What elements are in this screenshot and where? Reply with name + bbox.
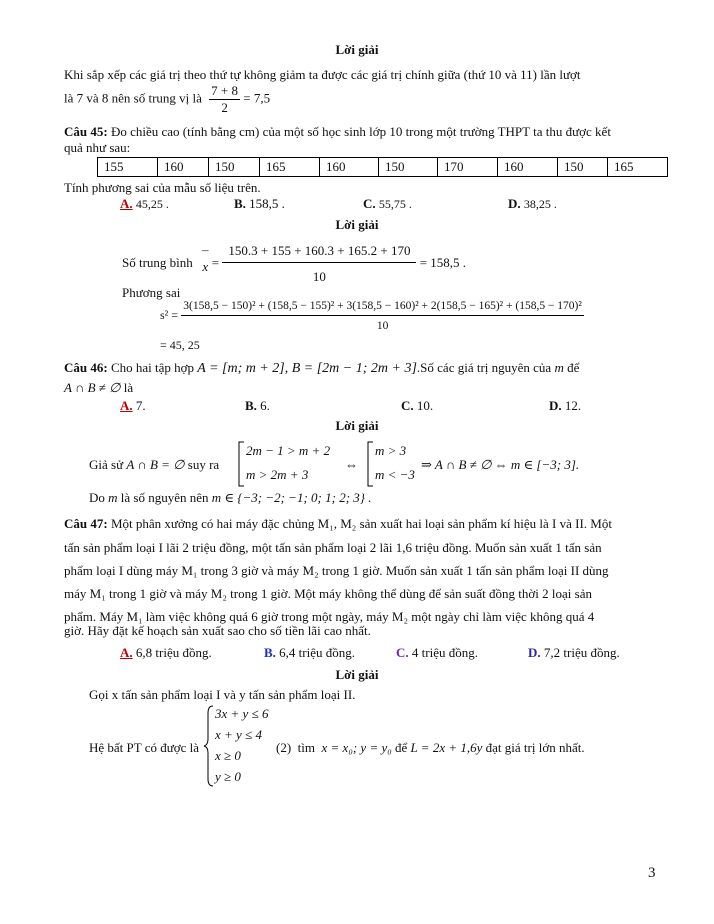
median-fraction: [209, 83, 240, 116]
q45-option-b: [234, 196, 285, 212]
option-letter: A.: [120, 398, 133, 413]
variance-lhs: s² =: [160, 307, 179, 322]
q47-option-d: [528, 645, 620, 661]
table-cell: 160: [498, 158, 558, 177]
table-cell: 170: [438, 158, 498, 177]
assume-math: A ∩ B = ∅: [126, 457, 185, 472]
option-value: 55,75 .: [378, 197, 412, 211]
intro-line-2: [64, 83, 270, 116]
option-letter: C.: [401, 398, 414, 413]
q45-solution-title: Lời giải: [335, 217, 379, 232]
q45-question: Tính phương sai của mẫu số liệu trên.: [64, 180, 261, 195]
equiv-symbol: ⇔: [345, 457, 358, 472]
q47-solution-title: Lời giải: [335, 667, 379, 682]
q47-line-2: tấn sản phẩm loại I lãi 2 triệu đồng, một tấn sản phẩm loại 2 lãi 1,6 triệu đồng. Muốn sản xuất 1 tấn sản: [64, 540, 602, 555]
line2-text: là số nguyên nên: [120, 490, 209, 505]
intro-line-1: Khi sắp xếp các giá trị theo thứ tự không giảm ta được các giá trị chính giữa (thứ 10 và 11) lần lượt: [64, 67, 581, 82]
table-cell: 165: [608, 158, 668, 177]
table-cell: 150: [379, 158, 438, 177]
variance-numerator: 3(158,5 − 150)² + (158,5 − 155)² + 3(158,5 − 160)² + 2(158,5 − 165)² + (158,5 − 170)²: [181, 300, 584, 316]
q47-line-5: phẩm. Máy M₁ làm việc không quá 6 giờ trong một ngày, máy M₂ một ngày chỉ làm việc không quá 4: [64, 609, 595, 624]
system-line: m < −3: [375, 467, 415, 482]
objective: L = 2x + 1,6y: [410, 740, 483, 755]
q47-let-line: Gọi x tấn sản phẩm loại I và y tấn sản phẩm loại II.: [89, 687, 356, 702]
mean-var: x: [202, 259, 209, 274]
find-end: đạt giá trị lớn nhất.: [485, 740, 585, 755]
bracket-right: [365, 441, 375, 487]
median-result: = 7,5: [243, 90, 271, 106]
find-text: tìm: [297, 740, 316, 755]
q45-body: Đo chiều cao (tính bằng cm) của một số học sinh lớp 10 trong một trường THPT ta thu được kết: [110, 124, 611, 139]
option-value: 10.: [416, 398, 434, 413]
system-line: m > 2m + 3: [246, 467, 309, 482]
q46-text-2: [64, 380, 133, 396]
table-cell: 150: [209, 158, 260, 177]
q47-line-3: phẩm loại I dùng máy M₁ trong 3 giờ và máy M₂ trong 1 giờ. Muốn sản xuất 1 tấn sản phẩm loại II dùng: [64, 563, 609, 578]
line2-math: m ∈ {−3; −2; −1; 0; 1; 2; 3} .: [211, 490, 372, 505]
option-value: 6,4 triệu đồng.: [279, 645, 355, 660]
q47-label: Câu 47:: [64, 516, 108, 531]
table-cell: 165: [260, 158, 320, 177]
height-table: [97, 157, 668, 177]
option-letter: D.: [549, 398, 562, 413]
table-cell: 155: [98, 158, 158, 177]
variance-fraction: [181, 300, 584, 332]
option-letter: D.: [528, 645, 541, 660]
option-value: 6.: [260, 398, 270, 413]
system-label: Hệ bất PT có được là: [89, 740, 200, 755]
q47-option-b: [264, 645, 355, 661]
q46-end: để: [567, 360, 580, 375]
q46-sets: A = [m; m + 2], B = [2m − 1; 2m + 3]: [197, 361, 417, 376]
system-brace: [203, 705, 215, 787]
option-letter: A.: [120, 645, 133, 660]
table-cell: 160: [320, 158, 379, 177]
option-letter: C.: [363, 196, 376, 211]
line2-m: m: [108, 490, 118, 505]
option-value: 12.: [564, 398, 582, 413]
q47-option-c: [396, 645, 478, 661]
mean-numerator: 150.3 + 155 + 160.3 + 165.2 + 170: [222, 243, 416, 263]
option-value: 6,8 triệu đồng.: [135, 645, 212, 660]
solution-title: Lời giải: [335, 42, 379, 57]
q46-option-d: [549, 398, 581, 414]
system-row: x ≥ 0: [215, 748, 241, 763]
system-tag: (2): [276, 740, 292, 755]
q47-line-6: giờ. Hãy đặt kế hoạch sản xuất sao cho số tiền lãi cao nhất.: [64, 623, 371, 638]
mean-denominator: 10: [312, 269, 326, 284]
option-value: 45,25 .: [135, 197, 169, 211]
q46-label: Câu 46:: [64, 360, 108, 375]
option-value: 7,2 triệu đồng.: [543, 645, 620, 660]
median-denominator: 2: [221, 100, 228, 115]
table-cell: 150: [558, 158, 608, 177]
option-value: 158,5 .: [249, 196, 285, 211]
mean-result: = 158,5 .: [419, 254, 467, 270]
infer-text: suy ra: [187, 457, 220, 472]
page-number: 3: [648, 865, 656, 881]
option-value: 38,25 .: [523, 197, 557, 211]
q46-body: Cho hai tập hợp: [110, 360, 195, 375]
line2-prefix: Do: [89, 490, 105, 505]
system-row: x + y ≤ 4: [215, 727, 262, 742]
option-letter: C.: [396, 645, 409, 660]
median-numerator: 7 + 8: [211, 83, 239, 98]
system-row: y ≥ 0: [215, 769, 241, 784]
q45-label: Câu 45:: [64, 124, 108, 139]
mean-fraction: [222, 243, 416, 285]
q47-option-a: [120, 645, 212, 661]
q45-option-a: [120, 196, 169, 212]
q46-conclusion: ⇒ A ∩ B ≠ ∅ ⇔ m ∈ [−3; 3].: [421, 457, 580, 472]
intro-text: là 7 và 8 nên số trung vị là: [64, 90, 202, 106]
option-value: 7.: [135, 398, 146, 413]
option-letter: B.: [245, 398, 257, 413]
variance-result: = 45, 25: [160, 338, 200, 352]
q45-option-d: [508, 196, 557, 212]
system-line: 2m − 1 > m + 2: [246, 443, 331, 458]
option-letter: B.: [264, 645, 276, 660]
option-letter: D.: [508, 196, 521, 211]
q47-body: Một phân xưởng có hai máy đặc chủng M₁, M₂ sản xuất hai loại sản phẩm kí hiệu là I và II. Một: [110, 516, 612, 531]
find-math: x = x₀; y = y₀: [321, 740, 392, 755]
system-line: m > 3: [375, 443, 407, 458]
variance-label: Phương sai: [122, 285, 181, 300]
q46-option-b: [245, 398, 270, 414]
q46-m: m: [554, 360, 564, 375]
table-cell: 160: [158, 158, 209, 177]
system-row: 3x + y ≤ 6: [215, 706, 269, 721]
option-letter: A.: [120, 196, 133, 211]
q45-text-2: quả như sau:: [64, 140, 131, 155]
q46-suffix: .Số các giá trị nguyên của: [416, 360, 552, 375]
mean-label: Số trung bình: [122, 254, 193, 270]
q46-assume: [89, 457, 219, 473]
q46-condition: A ∩ B ≠ ∅: [64, 380, 121, 395]
q45-text-1: [64, 124, 611, 140]
option-value: 4 triệu đồng.: [411, 645, 478, 660]
q46-text-1: [64, 360, 579, 377]
bracket-left: [236, 441, 246, 487]
q46-line-2: [89, 490, 371, 506]
objective-line: [276, 740, 585, 756]
q47-line-1: [64, 516, 612, 532]
mean-formula: Số trung bình ¯ x = $\frac{150.3 + 155 + 160.3 + 165.2 + 170}{10}$ = 158,5 .: [122, 243, 467, 284]
option-letter: B.: [234, 196, 246, 211]
q46-solution-title: Lời giải: [335, 418, 379, 433]
find-mid: để: [395, 740, 408, 755]
q45-option-c: [363, 196, 412, 212]
variance-formula: [160, 300, 584, 332]
q46-option-c: [401, 398, 433, 414]
q47-line-4: máy M₁ trong 1 giờ và máy M₂ trong 1 giờ. Một máy không thể dùng để sản suất đồng thời 2 loại sản: [64, 586, 592, 601]
assume-text: Giả sử: [89, 457, 124, 472]
variance-denominator: 10: [376, 320, 389, 332]
q46-la: là: [123, 380, 134, 395]
q46-option-a: [120, 398, 146, 414]
